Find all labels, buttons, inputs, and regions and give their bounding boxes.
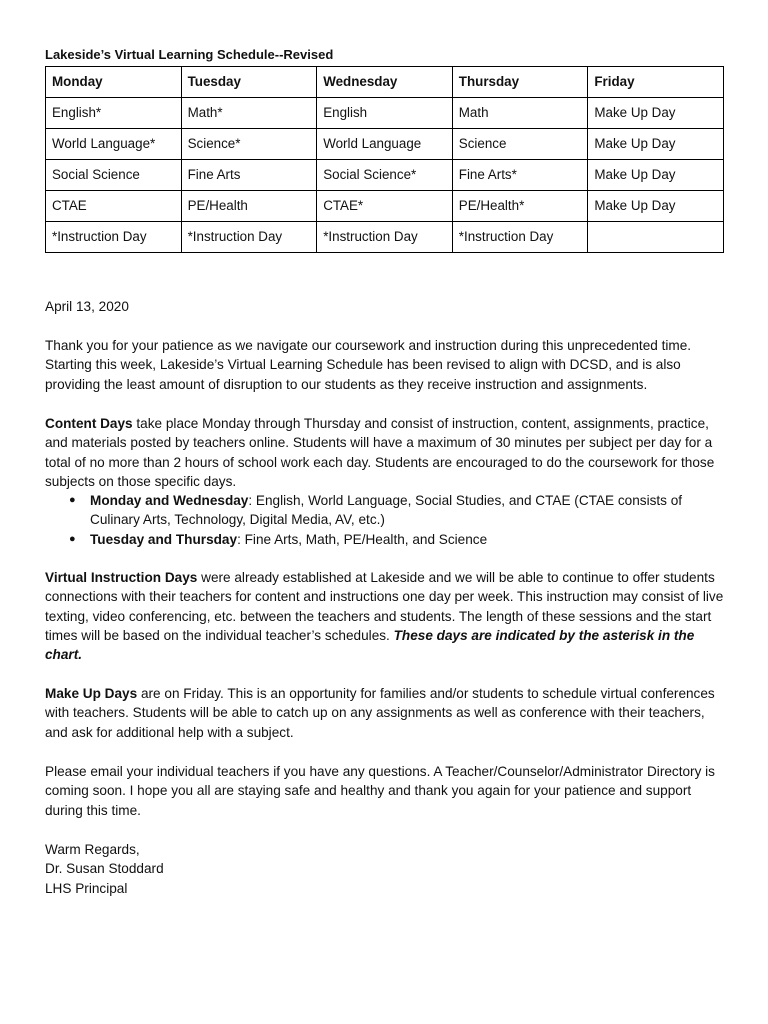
schedule-cell: Science: [452, 129, 588, 160]
schedule-cell: Make Up Day: [588, 191, 724, 222]
intro-paragraph: Thank you for your patience as we navigate our coursework and instruction during this unprecedented time. Starting this week, Lakeside’s Virtual Learning Schedule has been revised to align with DCSD, and is also providing the least amount of disruption to our students as they receive instruction and assignments.: [45, 338, 692, 392]
content-days-text: take place Monday through Thursday and consist of instruction, content, assignments, practice, and materials posted by teachers online. Students will have a maximum of 30 minutes per subject per day for a total of no more than 2 hours of school work each day. Students are encouraged to do the coursework for those subjects on those specific days.: [45, 416, 715, 489]
schedule-cell: CTAE: [46, 191, 182, 222]
bullet-label: Tuesday and Thursday: [90, 531, 238, 547]
bullet-text: : Fine Arts, Math, PE/Health, and Science: [237, 531, 488, 547]
schedule-cell: English: [317, 98, 453, 129]
schedule-header-cell: Wednesday: [317, 67, 453, 98]
signature-block: [45, 840, 164, 898]
instruction-days-heading: Virtual Instruction Days: [45, 570, 198, 585]
schedule-header-cell: Thursday: [452, 67, 588, 98]
instruction-days-text: were already established at Lakeside and we will be able to continue to offer students connections with their teachers for content and instructions one day per week. This instruction may consist of live texting, video conferencing, etc. between the teachers and students. The length of these sessions and the start times will be based on the individual teacher’s schedules.: [45, 570, 724, 643]
schedule-cell: *Instruction Day: [46, 222, 182, 253]
schedule-cell: *Instruction Day: [317, 222, 453, 253]
schedule-cell: World Language*: [46, 129, 182, 160]
schedule-cell: English*: [46, 98, 182, 129]
bullet-label: Monday and Wednesday: [90, 493, 249, 509]
letter-date: April 13, 2020: [45, 299, 129, 314]
schedule-cell: Make Up Day: [588, 129, 724, 160]
content-days-paragraph: [45, 414, 725, 491]
schedule-row: [46, 98, 724, 129]
instruction-days-paragraph: [45, 568, 725, 664]
list-item: [45, 491, 725, 530]
schedule-header-row: [46, 67, 724, 98]
signer-name: Dr. Susan Stoddard: [45, 861, 164, 877]
schedule-row: [46, 191, 724, 222]
schedule-cell: [588, 222, 724, 253]
schedule-title: Lakeside’s Virtual Learning Schedule--Revised: [45, 47, 334, 62]
bullet-icon: ●: [69, 494, 76, 507]
schedule-cell: Make Up Day: [588, 160, 724, 191]
signer-title: LHS Principal: [45, 880, 128, 896]
schedule-cell: PE/Health*: [452, 191, 588, 222]
schedule-header-cell: Friday: [588, 67, 724, 98]
makeup-days-paragraph: [45, 684, 725, 742]
schedule-header-cell: Tuesday: [181, 67, 317, 98]
schedule-row: [46, 129, 724, 160]
bullet-text: : English, World Language, Social Studies, and CTAE (CTAE consists of Culinary Arts, Technology, Digital Media, AV, etc.): [90, 493, 683, 528]
schedule-row: [46, 160, 724, 191]
schedule-cell: Fine Arts: [181, 160, 317, 191]
content-days-list: [45, 491, 725, 549]
schedule-row: [46, 222, 724, 253]
content-days-heading: Content Days: [45, 416, 133, 431]
schedule-cell: Social Science: [46, 160, 182, 191]
schedule-cell: Science*: [181, 129, 317, 160]
content-days-section: [45, 414, 725, 549]
schedule-cell: PE/Health: [181, 191, 317, 222]
schedule-cell: *Instruction Day: [452, 222, 588, 253]
makeup-days-heading: Make Up Days: [45, 686, 138, 701]
closing-line: Warm Regards,: [45, 842, 140, 857]
schedule-cell: *Instruction Day: [181, 222, 317, 253]
schedule-cell: Fine Arts*: [452, 160, 588, 191]
schedule-header-cell: Monday: [46, 67, 182, 98]
makeup-days-text: are on Friday. This is an opportunity for families and/or students to schedule virtual conferences with teachers. Students will be able to catch up on any assignments as well as conference with their teachers, and ask for additional help with a subject.: [45, 686, 715, 740]
schedule-cell: Math: [452, 98, 588, 129]
schedule-cell: CTAE*: [317, 191, 453, 222]
letter-page: [45, 46, 725, 896]
schedule-table: [45, 66, 724, 253]
list-item: [45, 530, 725, 549]
bullet-icon: ●: [69, 532, 76, 545]
schedule-cell: Make Up Day: [588, 98, 724, 129]
schedule-cell: Social Science*: [317, 160, 453, 191]
instruction-days-emphasis: These days are indicated by the asterisk in the chart.: [45, 627, 695, 663]
schedule-cell: World Language: [317, 129, 453, 160]
contact-paragraph: Please email your individual teachers if you have any questions. A Teacher/Counselor/Administrator Directory is coming soon. I hope you all are staying safe and healthy and thank you again for your patience and support during this time.: [45, 764, 715, 818]
schedule-cell: Math*: [181, 98, 317, 129]
